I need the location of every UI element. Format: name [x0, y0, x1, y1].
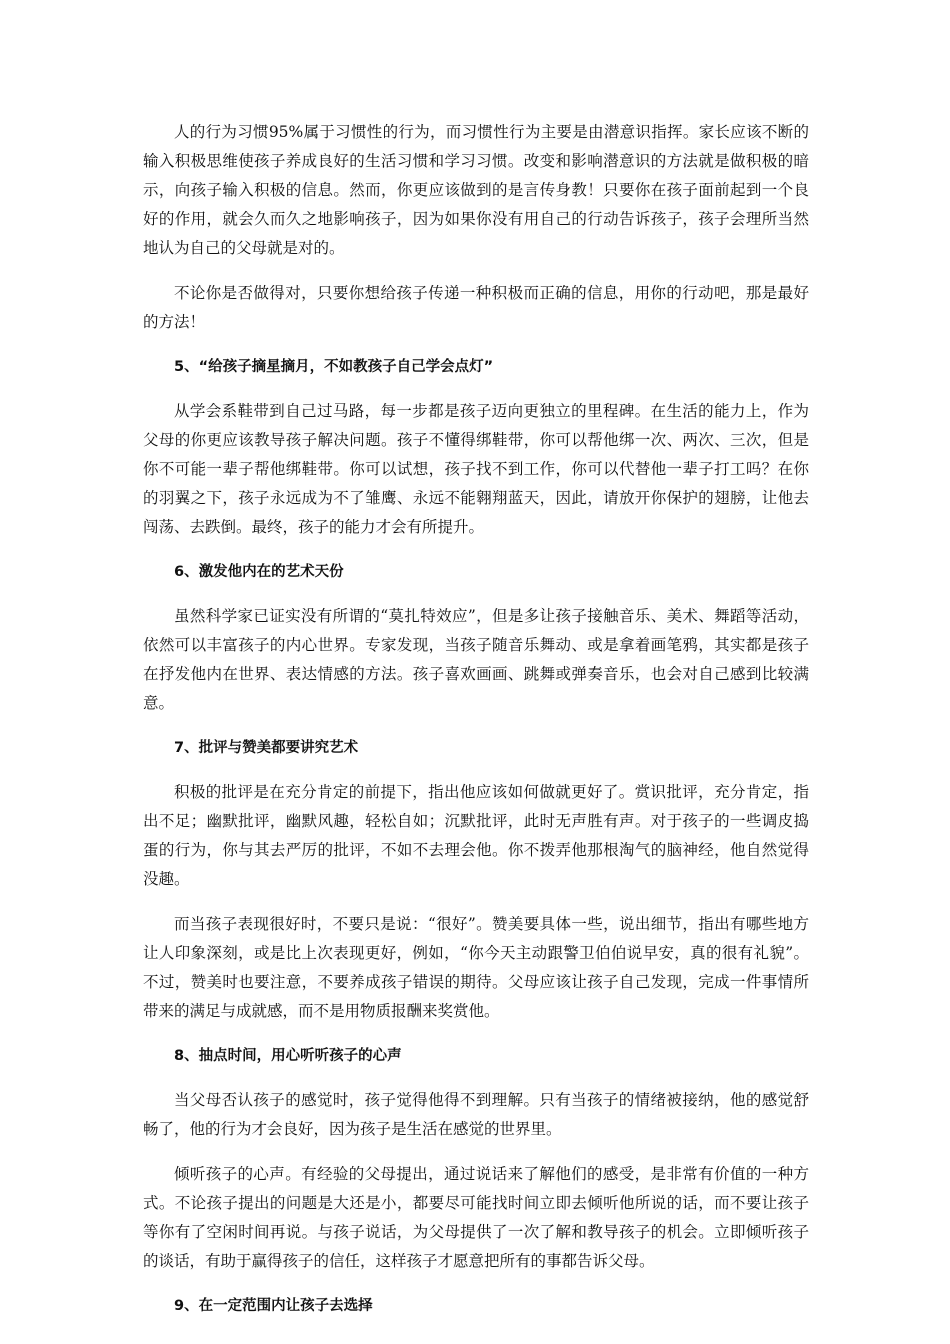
section-heading: 8、抽点时间，用心听听孩子的心声: [174, 1048, 402, 1064]
section-heading: 5、“给孩子摘星摘月，不如教孩子自己学会点灯”: [174, 359, 494, 375]
paragraph: 不论你是否做得对，只要你想给孩子传递一种积极而正确的信息，用你的行动吧，那是最好的方法！: [143, 284, 809, 331]
paragraph: 而当孩子表现很好时，不要只是说：“很好”。赞美要具体一些，说出细节，指出有哪些地方让人印象深刻，或是比上次表现更好，例如，“你今天主动跟警卫伯伯说早安，真的很有礼貌”。不过，赞美时也要注意，不要养成孩子错误的期待。父母应该让孩子自己发现，完成一件事情所带来的满足与成就感，而不是用物质报酬来奖赏他。: [143, 915, 809, 1020]
section-heading: 9、在一定范围内让孩子去选择: [174, 1298, 373, 1314]
paragraph: 人的行为习惯95%属于习惯性的行为，而习惯性行为主要是由潜意识指挥。家长应该不断的输入积极思维使孩子养成良好的生活习惯和学习习惯。改变和影响潜意识的方法就是做积极的暗示，向孩子输入积极的信息。然而，你更应该做到的是言传身教！只要你在孩子面前起到一个良好的作用，就会久而久之地影响孩子，因为如果你没有用自己的行动告诉孩子，孩子会理所当然地认为自己的父母就是对的。: [143, 123, 809, 257]
paragraph: 积极的批评是在充分肯定的前提下，指出他应该如何做就更好了。赏识批评，充分肯定，指出不足；幽默批评，幽默风趣，轻松自如；沉默批评，此时无声胜有声。对于孩子的一些调皮捣蛋的行为，你与其去严厉的批评，不如不去理会他。你不拨弄他那根淘气的脑神经，他自然觉得没趣。: [143, 783, 809, 888]
paragraph: 当父母否认孩子的感觉时，孩子觉得他得不到理解。只有当孩子的情绪被接纳，他的感觉舒畅了，他的行为才会良好，因为孩子是生活在感觉的世界里。: [143, 1091, 809, 1138]
section-heading: 7、批评与赞美都要讲究艺术: [174, 740, 359, 756]
paragraph: 从学会系鞋带到自己过马路，每一步都是孩子迈向更独立的里程碑。在生活的能力上，作为父母的你更应该教导孩子解决问题。孩子不懂得绑鞋带，你可以帮他绑一次、两次、三次，但是你不可能一辈子帮他绑鞋带。你可以试想，孩子找不到工作，你可以代替他一辈子打工吗？在你的羽翼之下，孩子永远成为不了雏鹰、永远不能翱翔蓝天，因此，请放开你保护的翅膀，让他去闯荡、去跌倒。最终，孩子的能力才会有所提升。: [143, 402, 809, 536]
paragraph: 虽然科学家已证实没有所谓的“莫扎特效应”，但是多让孩子接触音乐、美术、舞蹈等活动，依然可以丰富孩子的内心世界。专家发现，当孩子随音乐舞动、或是拿着画笔鸦，其实都是孩子在抒发他内在世界、表达情感的方法。孩子喜欢画画、跳舞或弹奏音乐，也会对自己感到比较满意。: [143, 607, 809, 712]
document-body: [143, 118, 809, 1336]
section-heading: 6、激发他内在的艺术天份: [174, 564, 344, 580]
paragraph: 倾听孩子的心声。有经验的父母提出，通过说话来了解他们的感受，是非常有价值的一种方式。不论孩子提出的问题是大还是小，都要尽可能找时间立即去倾听他所说的话，而不要让孩子等你有了空闲时间再说。与孩子说话，为父母提供了一次了解和教导孩子的机会。立即倾听孩子的谈话，有助于赢得孩子的信任，这样孩子才愿意把所有的事都告诉父母。: [143, 1165, 809, 1270]
